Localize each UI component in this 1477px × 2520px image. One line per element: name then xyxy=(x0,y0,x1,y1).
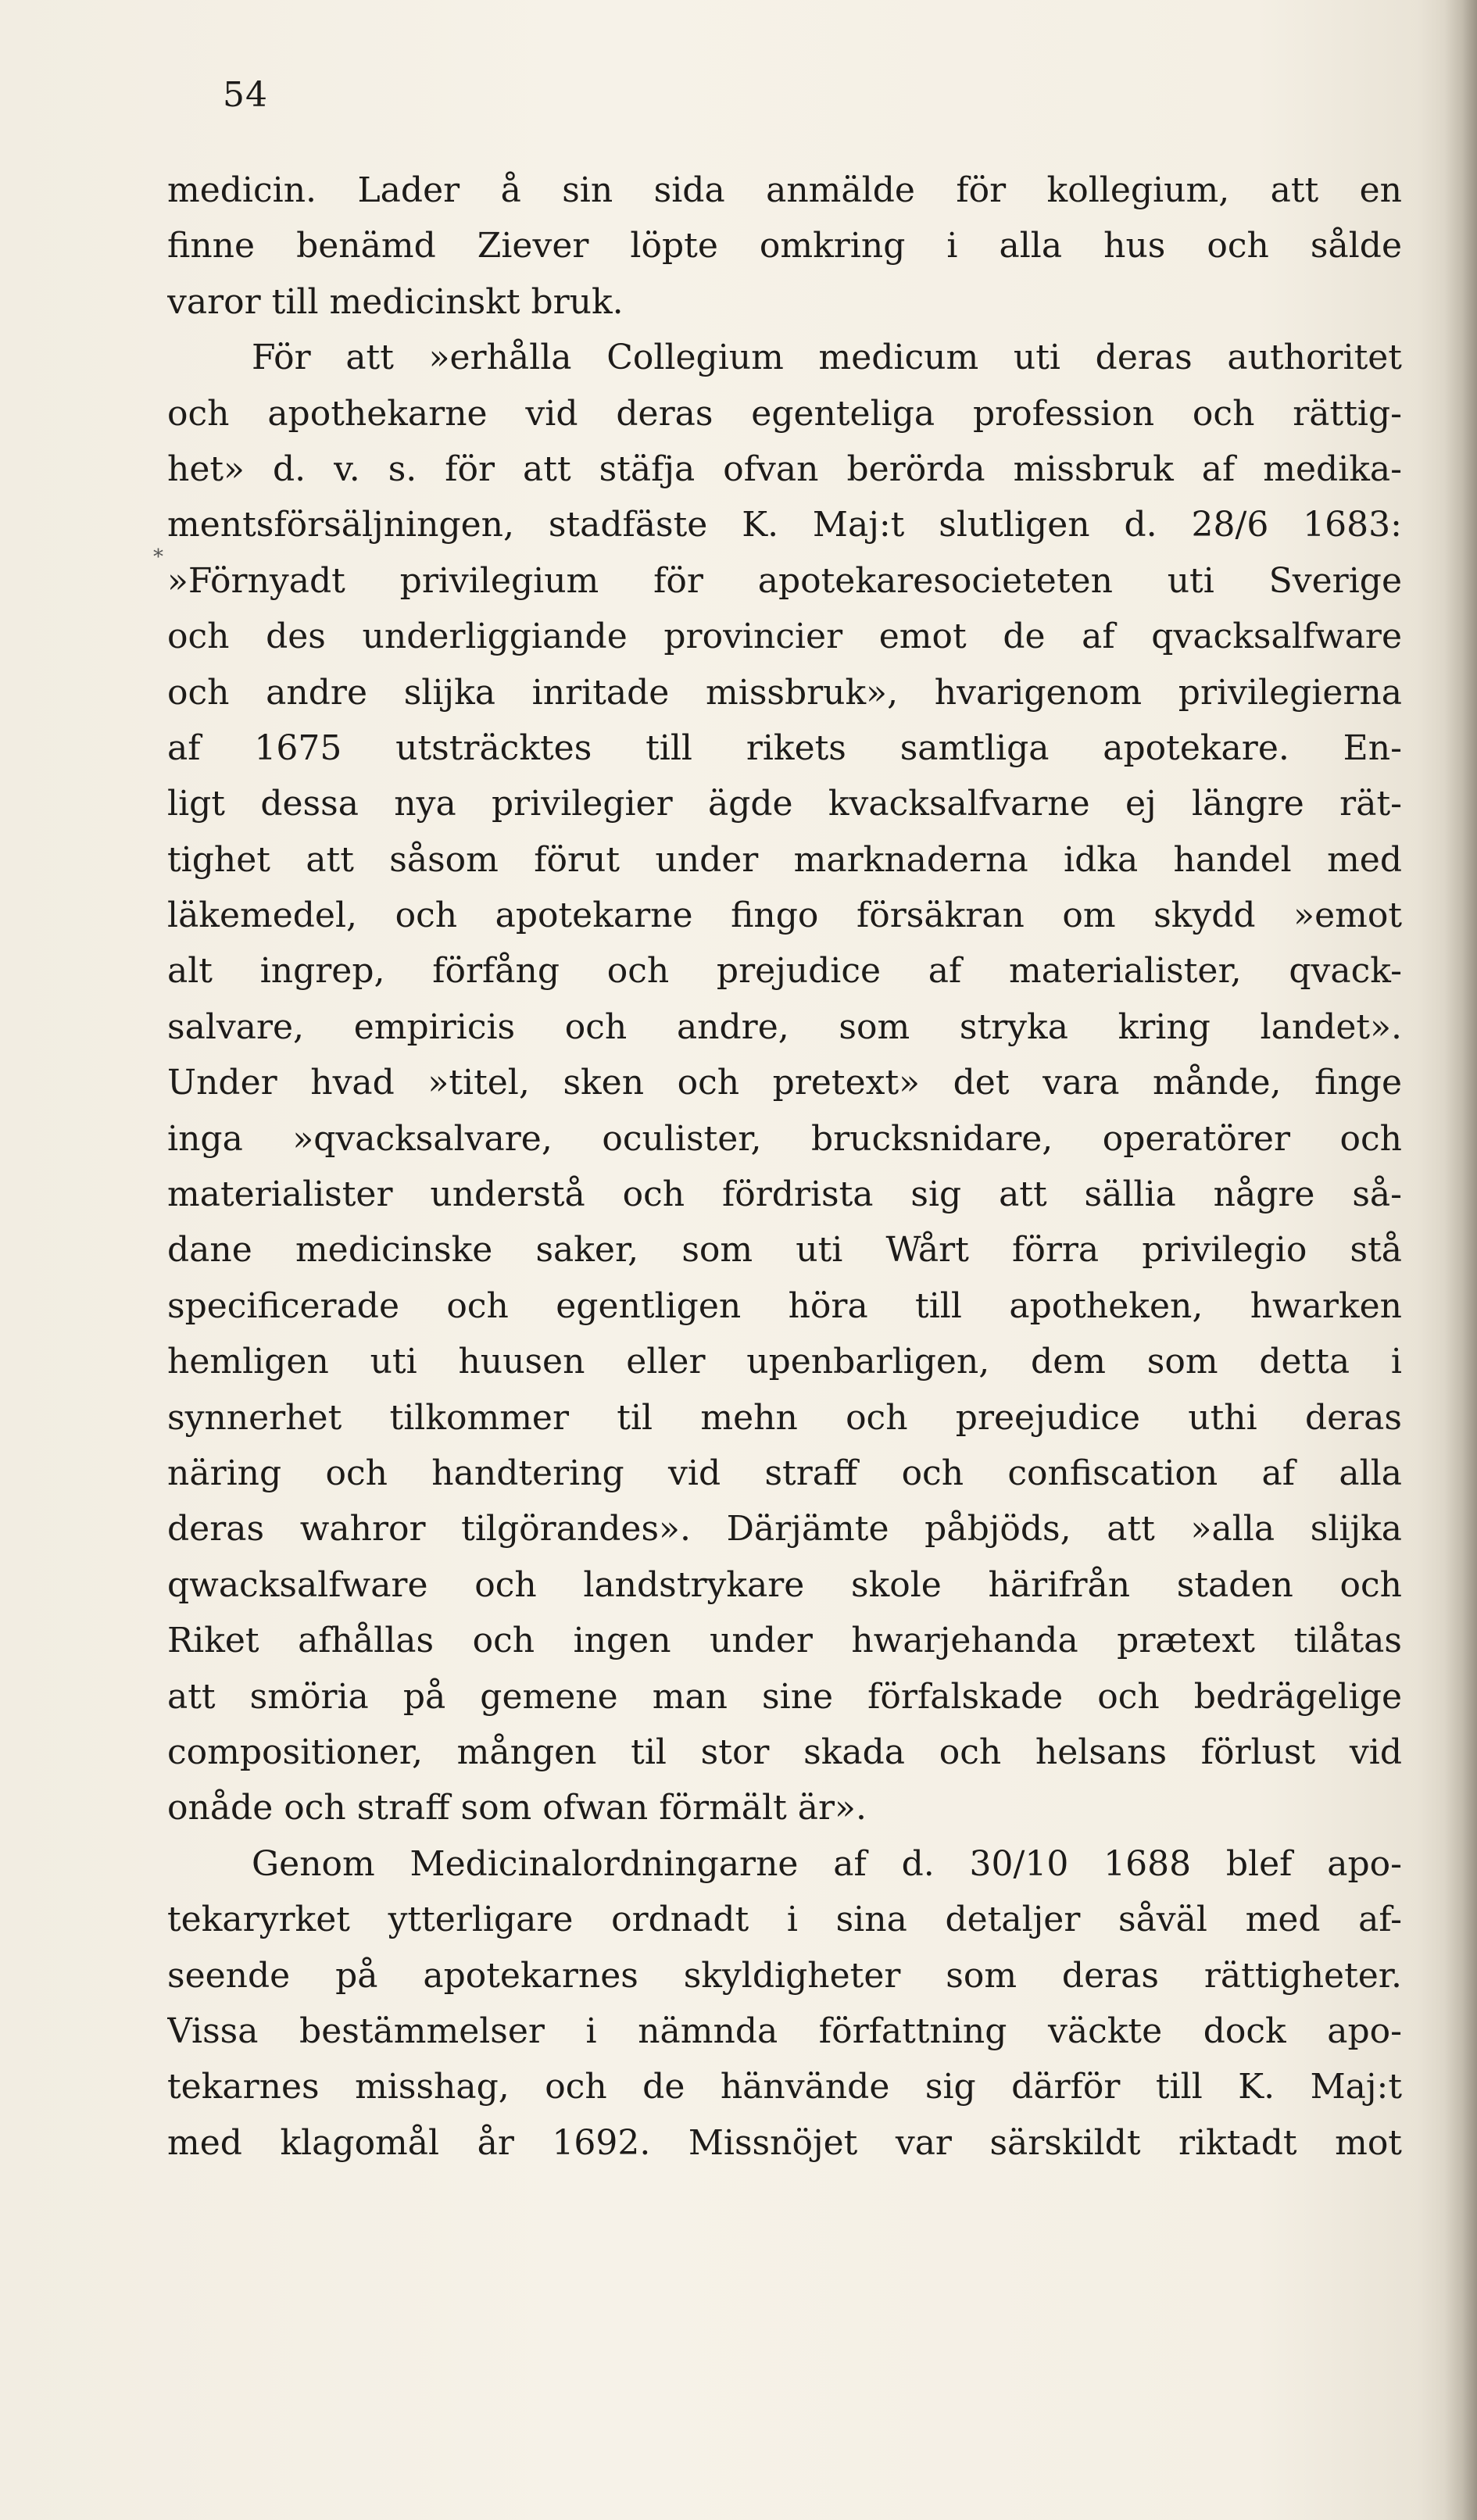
text-line: ligt dessa nya privilegier ägde kvacksalfvarne ej längre rät- xyxy=(167,784,1402,824)
text-line: mentsförsäljningen, stadfäste K. Maj:t slutligen d. 28/6 1683: xyxy=(167,505,1402,545)
text-line: med klagomål år 1692. Missnöjet var särskildt riktadt mot xyxy=(167,2122,1402,2163)
body-text xyxy=(167,163,1402,2171)
text-line: tekarnes misshag, och de hänvände sig därför till K. Maj:t xyxy=(167,2067,1402,2107)
text-line: salvare, empiricis och andre, som stryka kring landet». xyxy=(167,1006,1402,1047)
text-line: synnerhet tilkommer til mehn och preejudice uthi deras xyxy=(167,1397,1402,1438)
text-line: läkemedel, och apotekarne fingo försäkran om skydd »emot xyxy=(167,895,1402,936)
text-line: af 1675 utsträcktes till rikets samtliga apotekare. En- xyxy=(167,727,1402,768)
text-line: finne benämd Ziever löpte omkring i alla hus och sålde xyxy=(167,226,1402,266)
text-line: att smöria på gemene man sine förfalskade och bedrägelige xyxy=(167,1676,1402,1717)
margin-mark: * xyxy=(153,545,163,569)
text-line: tighet att såsom förut under marknaderna idka handel med xyxy=(167,839,1402,880)
text-line: För att »erhålla Collegium medicum uti deras authoritet xyxy=(252,338,1402,378)
text-line: tekaryrket ytterligare ordnadt i sina detaljer såväl med af- xyxy=(167,1900,1402,1940)
text-line: materialister understå och fördrista sig att sällia någre så- xyxy=(167,1174,1402,1215)
text-line: Vissa bestämmelser i nämnda författning väckte dock apo- xyxy=(167,2011,1402,2051)
text-line: Genom Medicinalordningarne af d. 30/10 1688 blef apo- xyxy=(252,1843,1402,1884)
text-line: Under hvad »titel, sken och pretext» det vara månde, finge xyxy=(167,1063,1402,1103)
text-line: inga »qvacksalvare, oculister, brucksnidare, operatörer och xyxy=(167,1118,1402,1159)
text-line: »Förnyadt privilegium för apotekaresocieteten uti Sverige xyxy=(167,560,1402,601)
text-line: specificerade och egentligen höra till apotheken, hwarken xyxy=(167,1285,1402,1326)
page-number: 54 xyxy=(223,75,268,115)
text-line: deras wahror tilgörandes». Därjämte påbjöds, att »alla slijka xyxy=(167,1509,1402,1550)
text-line: alt ingrep, förfång och prejudice af materialister, qvack- xyxy=(167,951,1402,992)
text-line: och andre slijka inritade missbruk», hvarigenom privilegierna xyxy=(167,672,1402,713)
page-edge-shadow xyxy=(1444,0,1477,2520)
text-line: dane medicinske saker, som uti Wårt förra privilegio stå xyxy=(167,1230,1402,1271)
text-line: näring och handtering vid straff och confiscation af alla xyxy=(167,1453,1402,1493)
text-line: Riket afhållas och ingen under hwarjehanda prætext tilåtas xyxy=(167,1621,1402,1661)
text-line: och apothekarne vid deras egenteliga profession och rättig- xyxy=(167,393,1402,434)
text-line: onåde och straff som ofwan förmält är». xyxy=(167,1788,867,1828)
text-line: seende på apotekarnes skyldigheter som deras rättigheter. xyxy=(167,1955,1402,1996)
text-line: compositioner, mången til stor skada och helsans förlust vid xyxy=(167,1732,1402,1772)
text-line: medicin. Lader å sin sida anmälde för kollegium, att en xyxy=(167,170,1402,210)
text-line: och des underliggiande provincier emot de af qvacksalfware xyxy=(167,617,1402,657)
text-line: varor till medicinskt bruk. xyxy=(167,281,624,322)
text-line: qwacksalfware och landstrykare skole härifrån staden och xyxy=(167,1564,1402,1605)
text-line: hemligen uti huusen eller upenbarligen, dem som detta i xyxy=(167,1342,1402,1382)
text-line: het» d. v. s. för att stäfja ofvan berörda missbruk af medika- xyxy=(167,449,1402,489)
